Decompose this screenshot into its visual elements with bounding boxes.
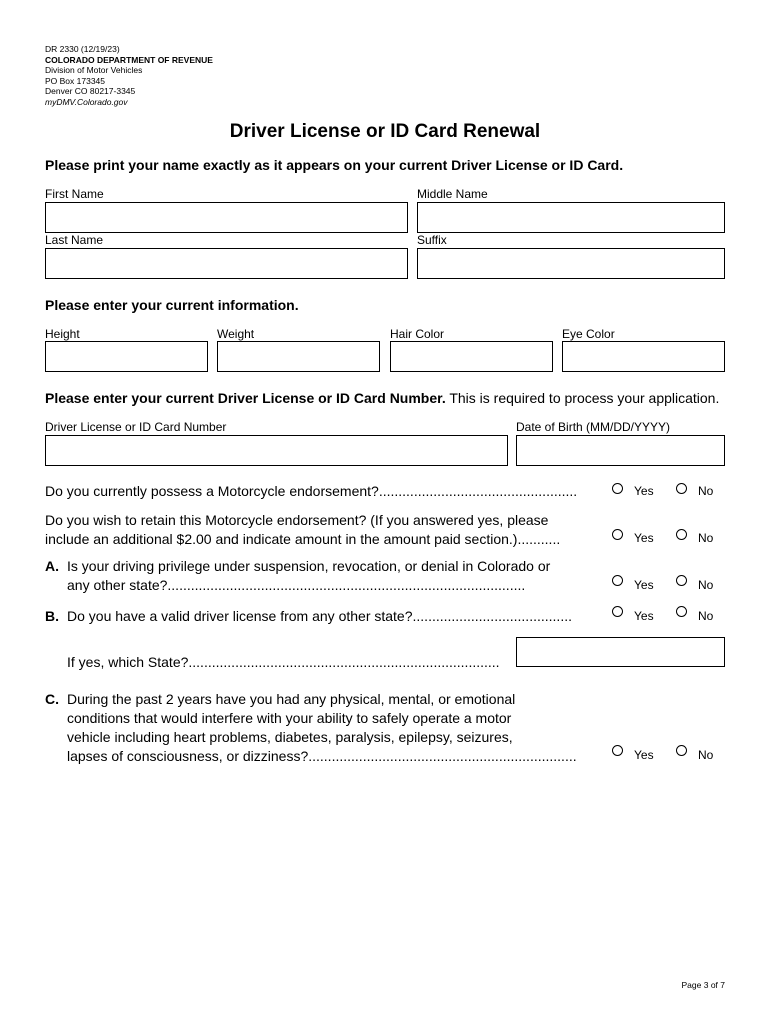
middle-name-field[interactable] <box>417 202 725 233</box>
dob-label: Date of Birth (MM/DD/YYYY) <box>516 420 671 434</box>
question-c-yes-radio[interactable] <box>612 745 623 756</box>
question-c-line4: lapses of consciousness, or dizziness?..................................................................... <box>67 748 577 764</box>
moto-possess-yes-label: Yes <box>634 484 654 498</box>
first-name-label: First Name <box>45 187 104 201</box>
page-number: Page 3 of 7 <box>681 980 725 990</box>
question-c-line1: During the past 2 years have you had any physical, mental, or emotional <box>67 691 516 707</box>
question-c-letter: C. <box>45 691 59 707</box>
license-number-field[interactable] <box>45 435 508 466</box>
division-name: Division of Motor Vehicles <box>45 65 143 76</box>
question-b-yes-radio[interactable] <box>612 606 623 617</box>
question-b-letter: B. <box>45 608 59 624</box>
first-name-field[interactable] <box>45 202 408 233</box>
department-name: COLORADO DEPARTMENT OF REVENUE <box>45 54 213 65</box>
height-field[interactable] <box>45 341 208 372</box>
question-moto-possess: Do you currently possess a Motorcycle endorsement?................................................... <box>45 483 578 499</box>
moto-possess-no-radio[interactable] <box>676 483 687 494</box>
website-link[interactable]: myDMV.Colorado.gov <box>45 96 128 107</box>
question-c-line2: conditions that would interfere with your ability to safely operate a motor <box>67 710 512 726</box>
last-name-field[interactable] <box>45 248 408 279</box>
name-instruction: Please print your name exactly as it appears on your current Driver License or ID Card. <box>45 157 624 173</box>
weight-label: Weight <box>217 327 255 341</box>
question-b-followup: If yes, which State?................................................................................ <box>67 654 500 670</box>
other-state-field[interactable] <box>516 637 725 667</box>
question-a <box>45 557 605 597</box>
license-instruction-bold: Please enter your current Driver License or ID Card Number. <box>45 390 446 406</box>
moto-retain-yes-label: Yes <box>634 531 654 545</box>
last-name-label: Last Name <box>45 233 104 247</box>
question-a-yes-radio[interactable] <box>612 575 623 586</box>
question-moto-retain-line2: include an additional $2.00 and indicate amount in the amount paid section.)........... <box>45 531 561 547</box>
suffix-label: Suffix <box>417 233 447 247</box>
question-b-no-label: No <box>698 609 714 623</box>
question-a-no-radio[interactable] <box>676 575 687 586</box>
agency-header <box>45 44 213 108</box>
question-b-yes-label: Yes <box>634 609 654 623</box>
question-b <box>45 607 605 627</box>
question-a-letter: A. <box>45 558 59 574</box>
suffix-field[interactable] <box>417 248 725 279</box>
question-moto-retain-line1: Do you wish to retain this Motorcycle endorsement? (If you answered yes, please <box>45 512 549 528</box>
moto-possess-no-label: No <box>698 484 714 498</box>
question-c-no-label: No <box>698 748 714 762</box>
question-a-line1: Is your driving privilege under suspension, revocation, or denial in Colorado or <box>67 558 551 574</box>
question-c-yes-label: Yes <box>634 748 654 762</box>
hair-color-label: Hair Color <box>390 327 445 341</box>
question-a-line2: any other state?............................................................................................ <box>67 577 526 593</box>
po-box: PO Box 173345 <box>45 75 106 86</box>
weight-field[interactable] <box>217 341 380 372</box>
dob-field[interactable] <box>516 435 725 466</box>
question-c <box>45 690 605 770</box>
height-label: Height <box>45 327 80 341</box>
middle-name-label: Middle Name <box>417 187 488 201</box>
city-zip: Denver CO 80217-3345 <box>45 86 136 97</box>
moto-retain-yes-radio[interactable] <box>612 529 623 540</box>
license-number-label: Driver License or ID Card Number <box>45 420 227 434</box>
page-title: Driver License or ID Card Renewal <box>229 121 541 142</box>
license-instruction-rest: This is required to process your application. <box>445 390 720 406</box>
question-a-no-label: No <box>698 578 714 592</box>
hair-color-field[interactable] <box>390 341 553 372</box>
question-c-no-radio[interactable] <box>676 745 687 756</box>
eye-color-field[interactable] <box>562 341 725 372</box>
moto-retain-no-label: No <box>698 531 714 545</box>
question-c-line3: vehicle including heart problems, diabetes, paralysis, epilepsy, seizures, <box>67 729 513 745</box>
question-a-yes-label: Yes <box>634 578 654 592</box>
form-id: DR 2330 (12/19/23) <box>45 44 120 54</box>
moto-retain-no-radio[interactable] <box>676 529 687 540</box>
question-b-no-radio[interactable] <box>676 606 687 617</box>
question-b-line1: Do you have a valid driver license from any other state?......................................... <box>67 608 572 624</box>
eye-color-label: Eye Color <box>562 327 615 341</box>
info-instruction: Please enter your current information. <box>45 297 299 313</box>
license-instruction <box>45 390 719 406</box>
moto-possess-yes-radio[interactable] <box>612 483 623 494</box>
